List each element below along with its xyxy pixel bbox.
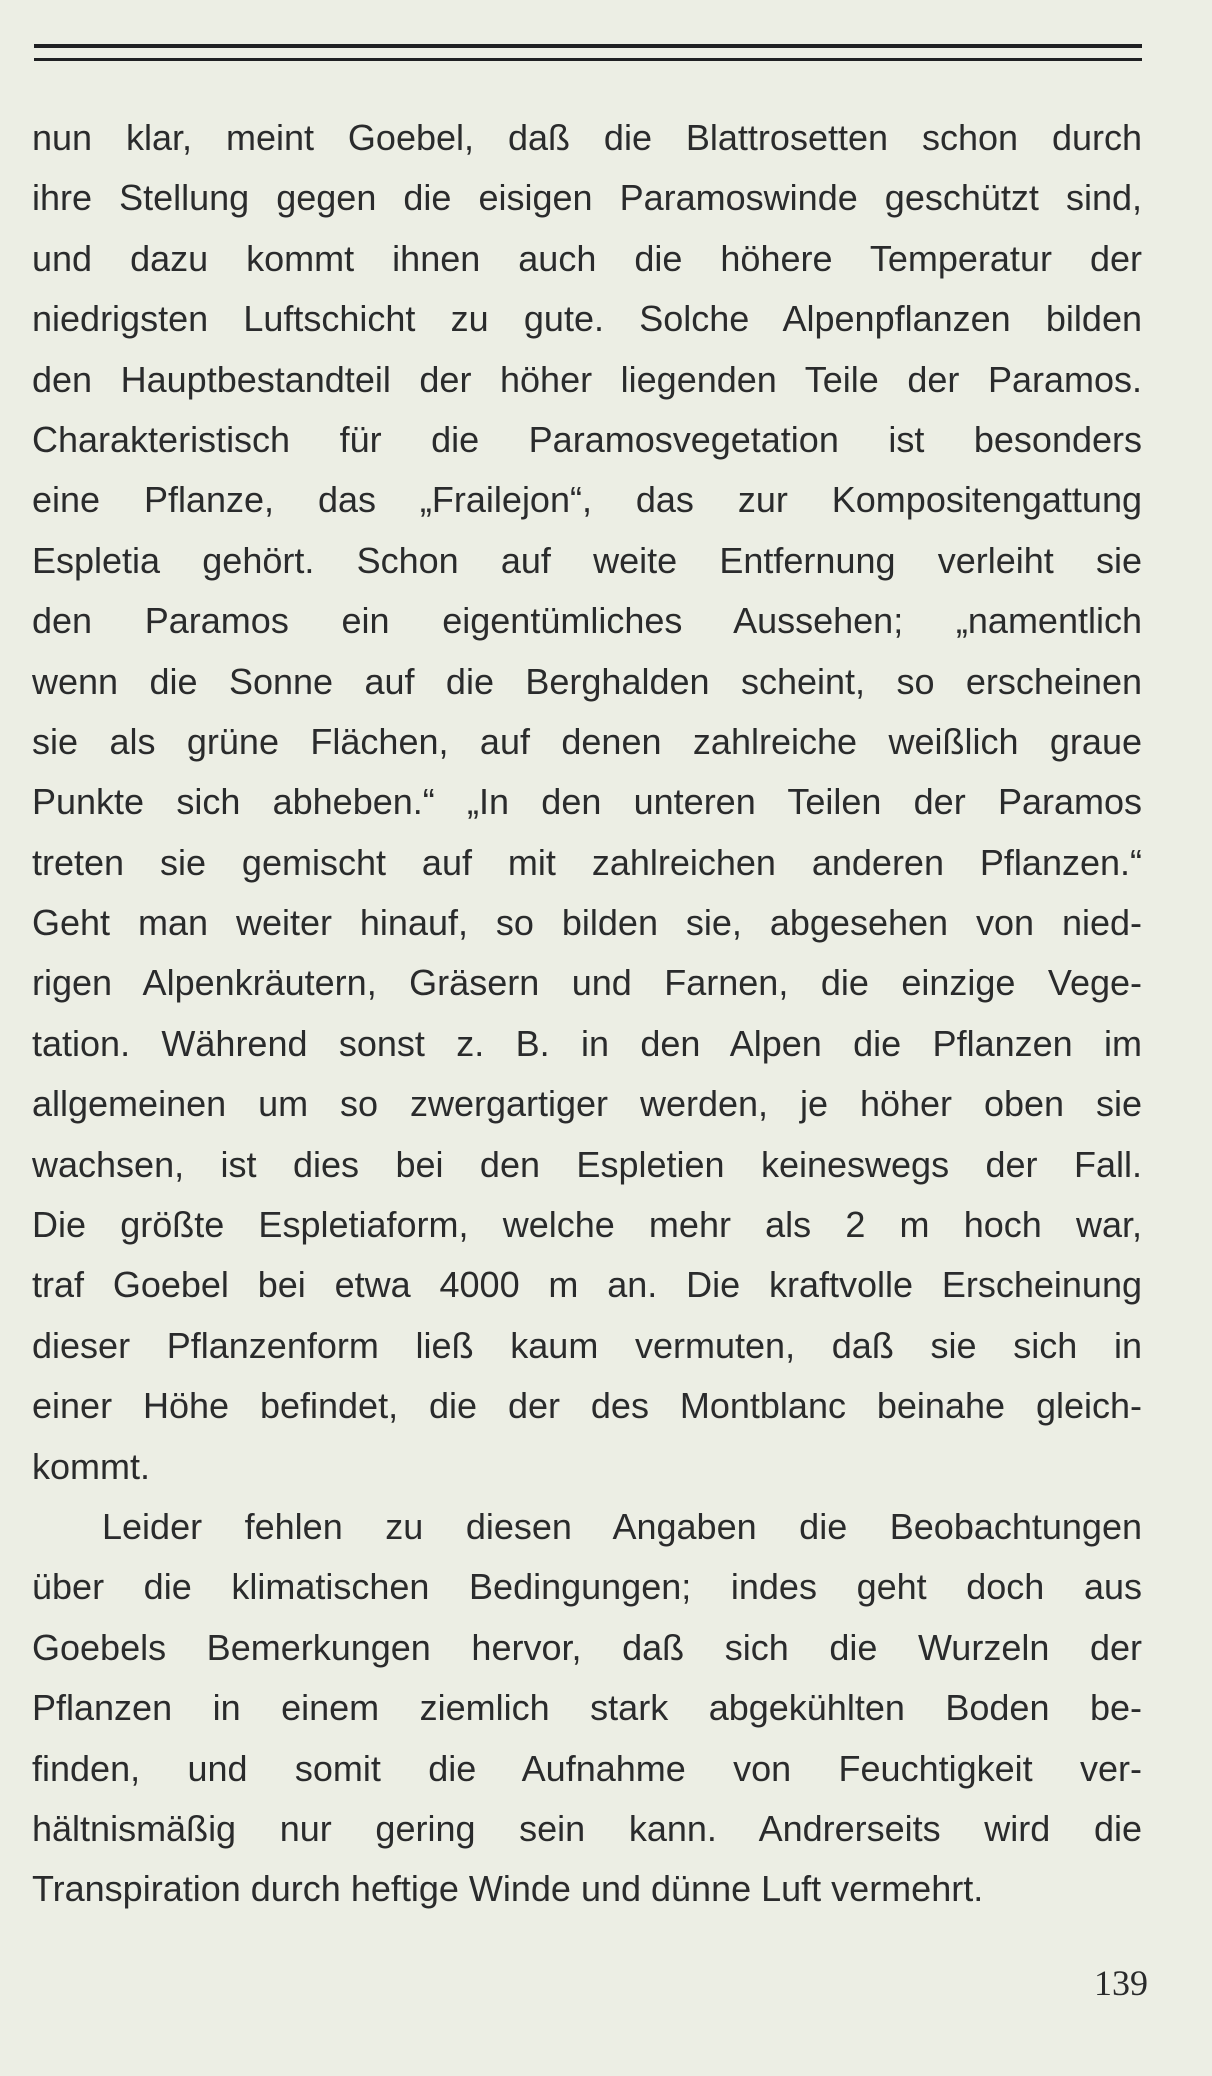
body-text [32, 108, 1142, 1920]
text-line: dieser Pflanzenform ließ kaum vermuten, daß sie sich in [32, 1324, 1142, 1366]
text-line: Die größte Espletiaform, welche mehr als 2 m hoch war, [32, 1204, 1142, 1246]
text-line: finden, und somit die Aufnahme von Feuchtigkeit ver- [32, 1747, 1142, 1789]
text-line: einer Höhe befindet, die der des Montblanc beinahe gleich- [32, 1385, 1142, 1427]
paragraph-1 [32, 108, 1142, 1497]
text-line: Punkte sich abheben.“ „In den unteren Teilen der Paramos [32, 781, 1142, 823]
paragraph-2 [32, 1497, 1142, 1920]
text-line: Charakteristisch für die Paramosvegetation ist besonders [32, 418, 1142, 460]
text-line: über die klimatischen Bedingungen; indes geht doch aus [32, 1566, 1142, 1608]
text-line: nun klar, meint Goebel, daß die Blattrosetten schon durch [32, 117, 1142, 158]
text-line: rigen Alpenkräutern, Gräsern und Farnen, die einzige Vege- [32, 962, 1142, 1004]
text-line: niedrigsten Luftschicht zu gute. Solche Alpenpflanzen bilden [32, 298, 1142, 340]
text-line: hältnismäßig nur gering sein kann. Andrerseits wird die [32, 1807, 1142, 1849]
text-line: Espletia gehört. Schon auf weite Entfernung verleiht sie [32, 539, 1142, 581]
text-line: Pflanzen in einem ziemlich stark abgekühlten Boden be- [32, 1687, 1142, 1729]
text-line: tation. Während sonst z. B. in den Alpen die Pflanzen im [32, 1022, 1142, 1064]
header-rule-thick [34, 44, 1142, 48]
text-line: Geht man weiter hinauf, so bilden sie, abgesehen von nied- [32, 902, 1142, 944]
text-line: Goebels Bemerkungen hervor, daß sich die Wurzeln der [32, 1626, 1142, 1668]
page-number: 139 [1094, 1963, 1148, 2003]
text-line: Transpiration durch heftige Winde und dünne Luft vermehrt. [32, 1868, 984, 1910]
text-line: wenn die Sonne auf die Berghalden scheint, so erscheinen [32, 660, 1142, 702]
text-line: traf Goebel bei etwa 4000 m an. Die kraftvolle Erscheinung [32, 1264, 1142, 1306]
text-line: Leider fehlen zu diesen Angaben die Beobachtungen [102, 1505, 1142, 1547]
text-line: treten sie gemischt auf mit zahlreichen anderen Pflanzen.“ [32, 841, 1142, 883]
header-rule-thin [34, 58, 1142, 61]
text-line: eine Pflanze, das „Frailejon“, das zur Kompositengattung [32, 479, 1142, 521]
text-line: kommt. [32, 1445, 151, 1487]
text-line: den Hauptbestandteil der höher liegenden Teile der Paramos. [32, 358, 1142, 400]
text-line: wachsen, ist dies bei den Espletien keineswegs der Fall. [32, 1143, 1142, 1185]
text-line: und dazu kommt ihnen auch die höhere Temperatur der [32, 237, 1142, 279]
text-line: sie als grüne Flächen, auf denen zahlreiche weißlich graue [32, 720, 1142, 762]
text-line: den Paramos ein eigentümliches Aussehen; „namentlich [32, 600, 1142, 642]
text-line: allgemeinen um so zwergartiger werden, je höher oben sie [32, 1083, 1142, 1125]
text-line: ihre Stellung gegen die eisigen Paramoswinde geschützt sind, [32, 177, 1142, 219]
